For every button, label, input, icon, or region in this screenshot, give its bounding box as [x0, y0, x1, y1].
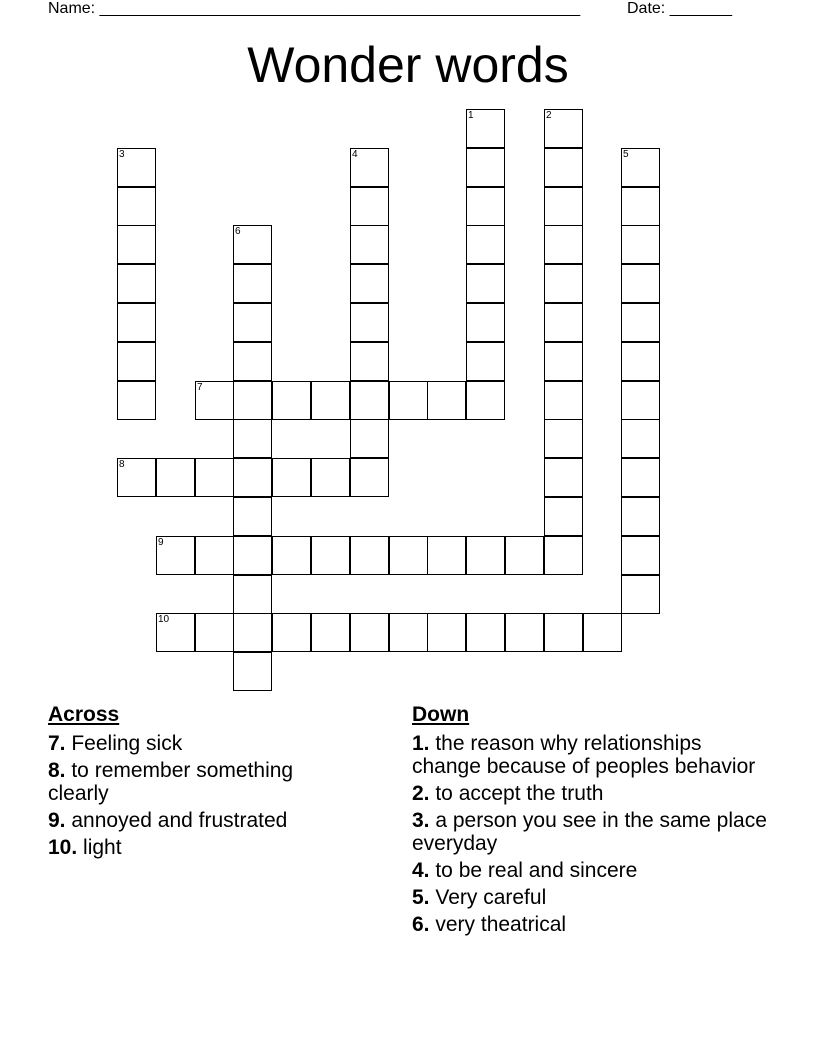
grid-cell[interactable] [117, 225, 156, 264]
down-heading: Down [412, 703, 470, 726]
grid-cell[interactable] [233, 652, 272, 691]
clue-number: 8 [119, 459, 125, 470]
grid-cell[interactable] [544, 536, 583, 575]
grid-cell[interactable] [466, 381, 505, 420]
clue-item-number: 4. [412, 859, 430, 882]
grid-cell[interactable] [233, 536, 272, 575]
page-title: Wonder words [247, 37, 569, 93]
grid-cell[interactable] [621, 187, 660, 226]
clue-item [412, 886, 772, 909]
clue-item-number: 9. [48, 809, 66, 832]
grid-cell[interactable] [583, 613, 622, 652]
grid-cell[interactable] [272, 613, 311, 652]
grid-cell[interactable] [195, 613, 234, 652]
grid-cell[interactable] [311, 613, 350, 652]
clue-item [412, 859, 772, 882]
clue-item [412, 913, 772, 936]
clue-number: 6 [235, 226, 241, 237]
grid-cell[interactable] [350, 342, 389, 381]
grid-cell[interactable] [117, 458, 156, 497]
grid-cell[interactable] [117, 303, 156, 342]
grid-cell[interactable] [544, 613, 583, 652]
grid-cell[interactable] [195, 381, 234, 420]
grid-cell[interactable] [544, 497, 583, 536]
clue-item-number: 7. [48, 732, 66, 755]
date-field-label: Date: _______ [627, 0, 732, 17]
grid-cell[interactable] [544, 187, 583, 226]
grid-cell[interactable] [466, 613, 505, 652]
grid-cell[interactable] [466, 109, 505, 148]
grid-cell[interactable] [117, 381, 156, 420]
grid-cell[interactable] [233, 575, 272, 614]
grid-cell[interactable] [350, 264, 389, 303]
grid-cell[interactable] [544, 381, 583, 420]
grid-cell[interactable] [233, 303, 272, 342]
grid-cell[interactable] [350, 381, 389, 420]
grid-cell[interactable] [544, 303, 583, 342]
grid-cell[interactable] [621, 458, 660, 497]
down-clues [412, 703, 772, 940]
clue-number: 2 [546, 110, 552, 121]
grid-cell[interactable] [195, 536, 234, 575]
grid-cell[interactable] [233, 264, 272, 303]
grid-cell[interactable] [311, 381, 350, 420]
grid-cell[interactable] [233, 458, 272, 497]
clue-item-number: 3. [412, 809, 430, 832]
name-field-label: Name: ______________________________________________________ [48, 0, 581, 17]
grid-cell[interactable] [466, 342, 505, 381]
grid-cell[interactable] [427, 381, 466, 420]
grid-cell[interactable] [350, 148, 389, 187]
grid-cell[interactable] [621, 381, 660, 420]
grid-cell[interactable] [156, 613, 195, 652]
clue-item-text: a person you see in the same place everyday [412, 809, 767, 855]
clue-item-number: 1. [412, 732, 430, 755]
clue-number: 5 [623, 149, 629, 160]
grid-cell[interactable] [117, 148, 156, 187]
grid-cell[interactable] [621, 225, 660, 264]
grid-cell[interactable] [427, 613, 466, 652]
down-clue-list [412, 732, 772, 936]
clue-item [48, 732, 358, 755]
clue-item-text: very theatrical [429, 913, 567, 936]
grid-cell[interactable] [621, 148, 660, 187]
clue-item [48, 836, 358, 859]
grid-cell[interactable] [466, 264, 505, 303]
grid-cell[interactable] [544, 109, 583, 148]
clue-item-text: to remember something clearly [48, 759, 294, 805]
grid-cell[interactable] [389, 613, 428, 652]
clue-item-text: Feeling sick [65, 732, 183, 755]
grid-cell[interactable] [117, 264, 156, 303]
grid-cell[interactable] [427, 536, 466, 575]
grid-cell[interactable] [466, 225, 505, 264]
grid-cell[interactable] [544, 225, 583, 264]
grid-cell[interactable] [544, 264, 583, 303]
grid-cell[interactable] [272, 536, 311, 575]
grid-cell[interactable] [156, 536, 195, 575]
grid-cell[interactable] [621, 536, 660, 575]
grid-cell[interactable] [621, 419, 660, 458]
clue-number: 9 [158, 537, 164, 548]
grid-cell[interactable] [466, 303, 505, 342]
grid-cell[interactable] [466, 148, 505, 187]
grid-cell[interactable] [466, 536, 505, 575]
clue-item-number: 6. [412, 913, 430, 936]
clue-item [412, 732, 772, 778]
clue-item-text: the reason why relationships change because of peoples behavior [412, 732, 756, 778]
grid-cell[interactable] [350, 303, 389, 342]
across-heading: Across [48, 703, 120, 726]
grid-cell[interactable] [544, 419, 583, 458]
clue-number: 4 [352, 149, 358, 160]
grid-cell[interactable] [466, 187, 505, 226]
grid-cell[interactable] [311, 458, 350, 497]
grid-cell[interactable] [621, 264, 660, 303]
grid-cell[interactable] [505, 536, 544, 575]
clue-item-text: light [77, 836, 122, 859]
grid-cell[interactable] [272, 458, 311, 497]
grid-cell[interactable] [233, 225, 272, 264]
grid-cell[interactable] [350, 419, 389, 458]
grid-cell[interactable] [544, 148, 583, 187]
grid-cell[interactable] [505, 613, 544, 652]
clue-item [48, 759, 358, 805]
grid-cell[interactable] [389, 536, 428, 575]
clue-number: 3 [119, 149, 125, 160]
grid-cell[interactable] [621, 342, 660, 381]
grid-cell[interactable] [233, 613, 272, 652]
grid-cell[interactable] [117, 187, 156, 226]
grid-cell[interactable] [350, 458, 389, 497]
clue-number: 1 [468, 110, 474, 121]
grid-cell[interactable] [350, 613, 389, 652]
grid-cell[interactable] [233, 381, 272, 420]
clue-item-text: annoyed and frustrated [65, 809, 288, 832]
grid-cell[interactable] [544, 458, 583, 497]
grid-cell[interactable] [621, 575, 660, 614]
clue-item-text: to accept the truth [429, 782, 604, 805]
clue-item-number: 2. [412, 782, 430, 805]
clue-item [412, 809, 772, 855]
grid-cell[interactable] [156, 458, 195, 497]
clue-item-text: Very careful [429, 886, 547, 909]
clue-item-number: 10. [48, 836, 78, 859]
clue-number: 10 [158, 614, 170, 625]
clue-item [48, 809, 358, 832]
grid-cell[interactable] [350, 536, 389, 575]
grid-cell[interactable] [233, 419, 272, 458]
clue-item [412, 782, 772, 805]
clue-item-number: 5. [412, 886, 430, 909]
grid-cell[interactable] [350, 187, 389, 226]
grid-cell[interactable] [621, 303, 660, 342]
grid-cell[interactable] [621, 497, 660, 536]
clue-item-text: to be real and sincere [429, 859, 638, 882]
grid-cell[interactable] [233, 497, 272, 536]
grid-cell[interactable] [117, 342, 156, 381]
across-clue-list [48, 732, 358, 859]
grid-cell[interactable] [350, 225, 389, 264]
clue-number: 7 [197, 382, 203, 393]
across-clues [48, 703, 358, 863]
grid-cell[interactable] [233, 342, 272, 381]
grid-cell[interactable] [389, 381, 428, 420]
grid-cell[interactable] [272, 381, 311, 420]
clue-item-number: 8. [48, 759, 66, 782]
grid-cell[interactable] [311, 536, 350, 575]
grid-cell[interactable] [544, 342, 583, 381]
grid-cell[interactable] [195, 458, 234, 497]
